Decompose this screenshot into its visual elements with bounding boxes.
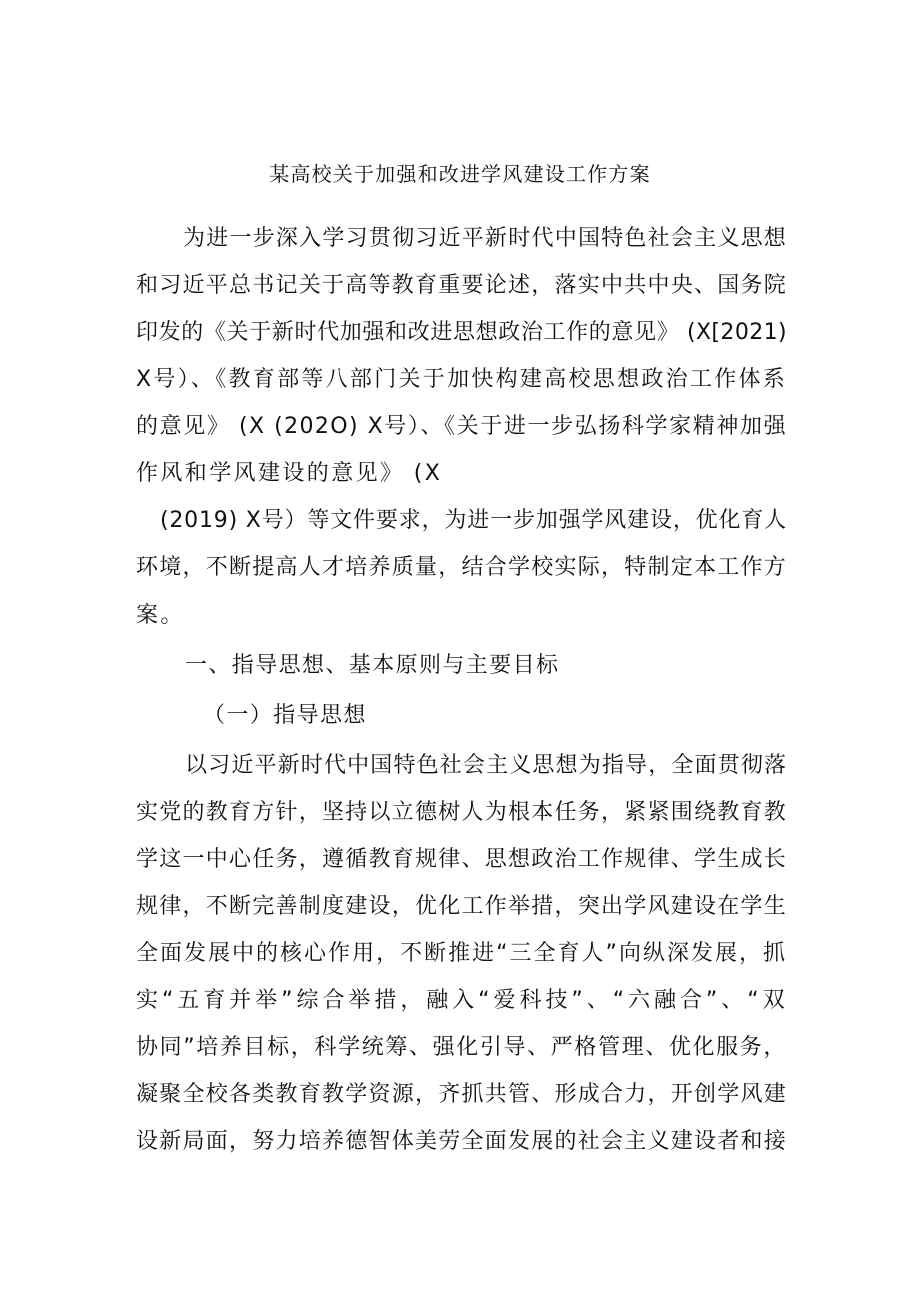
intro-line-7: (2019) X号）等文件要求，为进一步加强学风建设，优化育人 bbox=[160, 508, 787, 533]
body-line-3: 学这一中心任务，遵循教育规律、思想政治工作规律、学生成长 bbox=[136, 847, 787, 872]
intro-line-6: 作风和学风建设的意见》 (X bbox=[136, 461, 443, 486]
intro-line-3: 印发的《关于新时代加强和改进思想政治工作的意见》 (X[2021) bbox=[136, 320, 787, 345]
body-line-8: 凝聚全校各类教育教学资源，齐抓共管、形成合力，开创学风建 bbox=[136, 1082, 787, 1107]
intro-line-4: X号）、《教育部等八部门关于加快构建高校思想政治工作体系 bbox=[136, 367, 787, 392]
intro-line-5: 的意见》 (X (202O) X号）、《关于进一步弘扬科学家精神加强 bbox=[136, 414, 787, 439]
intro-line-9: 案。 bbox=[136, 603, 185, 628]
body-line-9: 设新局面，努力培养德智体美劳全面发展的社会主义建设者和接 bbox=[136, 1129, 787, 1154]
body-line-5: 全面发展中的核心作用，不断推进“三全育人”向纵深发展，抓 bbox=[136, 941, 787, 966]
intro-line-1: 为进一步深入学习贯彻习近平新时代中国特色社会主义思想 bbox=[183, 226, 787, 251]
body-line-4: 规律，不断完善制度建设，优化工作举措，突出学风建设在学生 bbox=[136, 894, 787, 919]
document-title: 某高校关于加强和改进学风建设工作方案 bbox=[269, 162, 651, 186]
subsection-heading: （一）指导思想 bbox=[203, 703, 367, 728]
intro-line-2: 和习近平总书记关于高等教育重要论述，落实中共中央、国务院 bbox=[136, 273, 787, 298]
section-heading: 一、指导思想、基本原则与主要目标 bbox=[185, 653, 560, 678]
body-line-7: 协同”培养目标，科学统筹、强化引导、严格管理、优化服务， bbox=[136, 1035, 787, 1060]
body-line-6: 实“五育并举”综合举措，融入“爱科技”、“六融合”、“双 bbox=[136, 988, 787, 1013]
body-line-1: 以习近平新时代中国特色社会主义思想为指导，全面贯彻落 bbox=[185, 753, 787, 778]
intro-line-8: 环境，不断提高人才培养质量，结合学校实际，特制定本工作方 bbox=[136, 555, 787, 580]
body-line-2: 实党的教育方针，坚持以立德树人为根本任务，紧紧围绕教育教 bbox=[136, 800, 787, 825]
